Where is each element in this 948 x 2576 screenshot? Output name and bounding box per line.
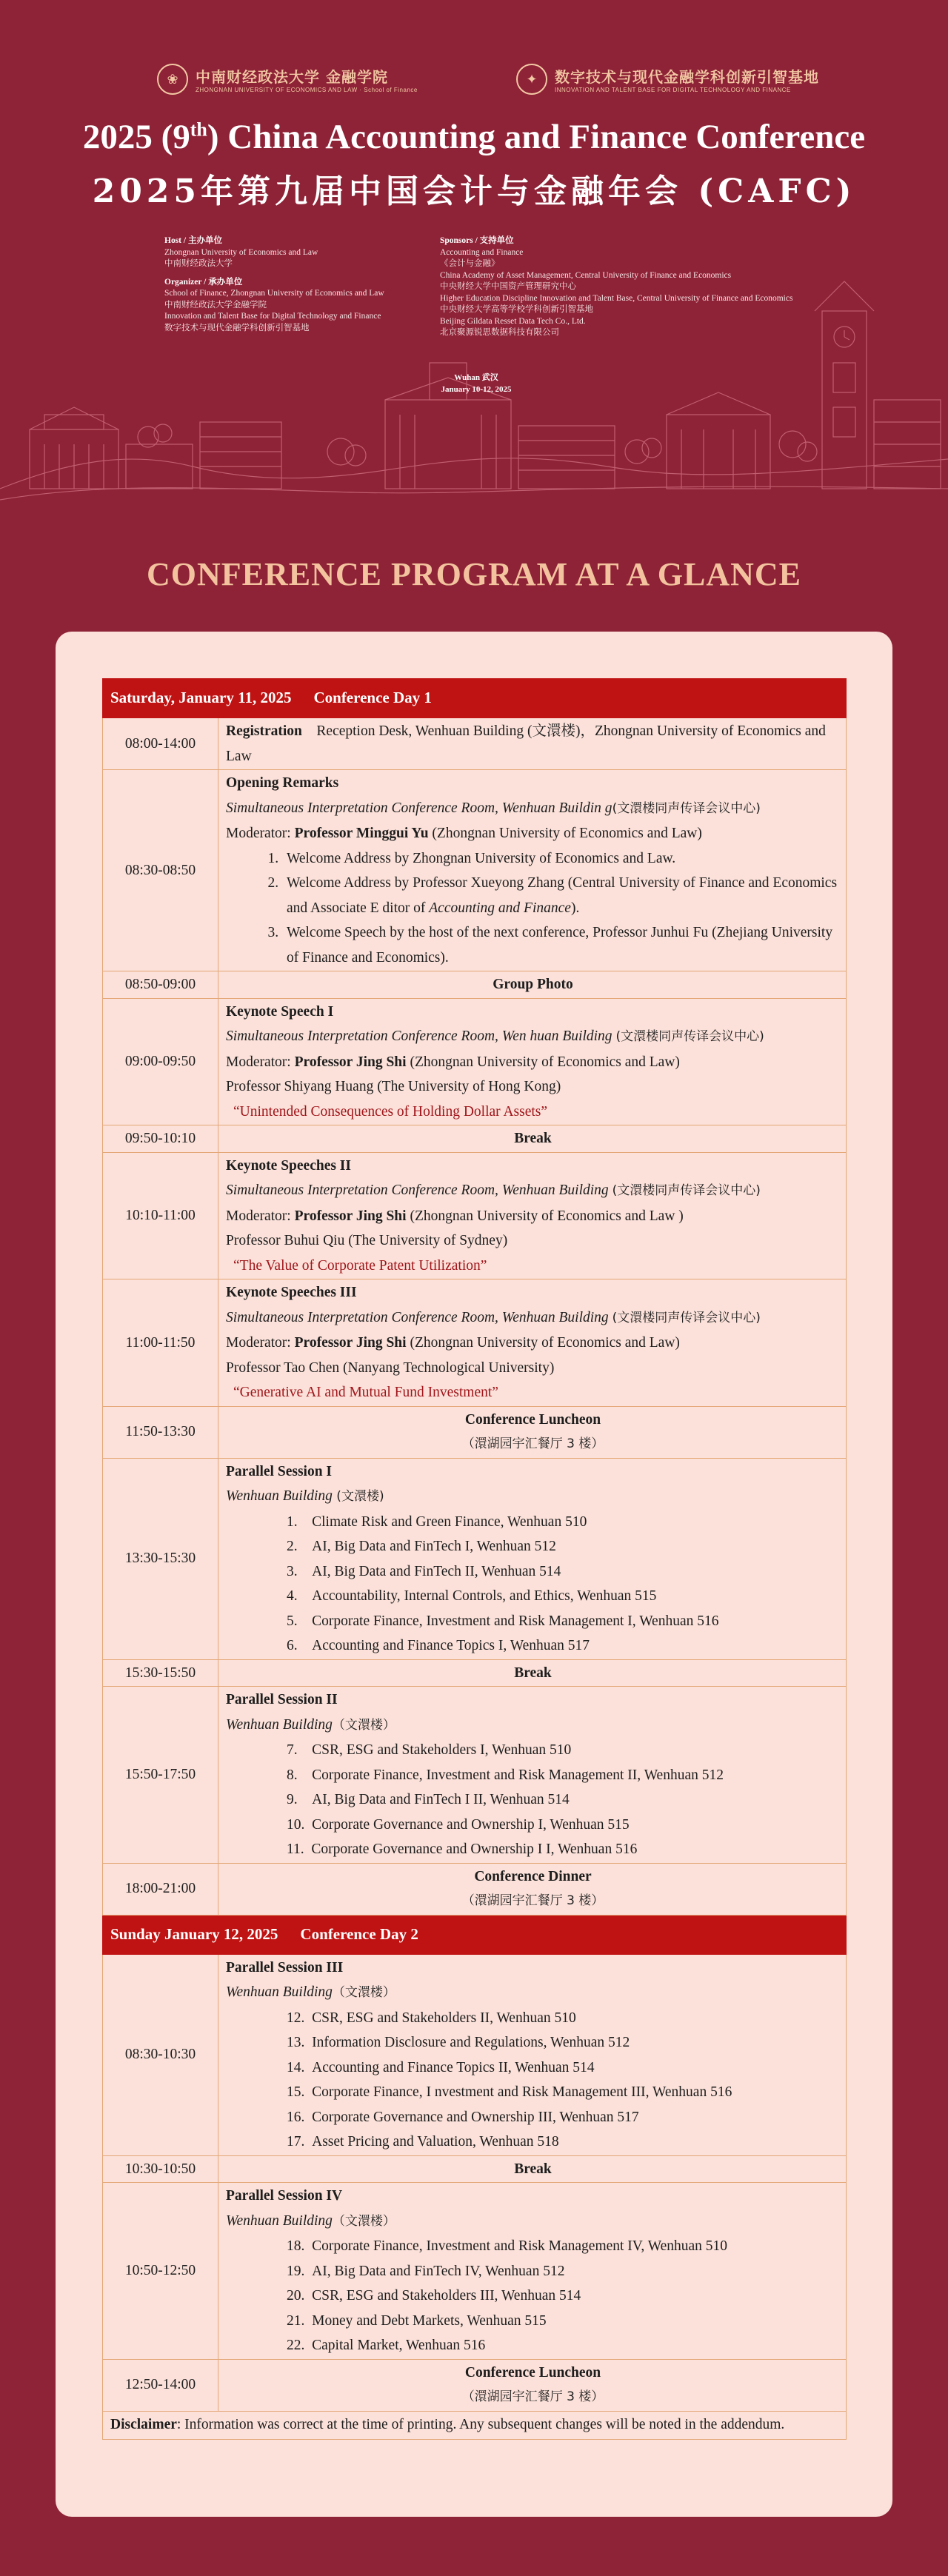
list-item: 3. AI, Big Data and FinTech II, Wenhuan 514 — [287, 1563, 561, 1579]
session-label: Parallel Session III — [226, 1959, 344, 1976]
table-row — [103, 1687, 847, 1864]
table-row — [103, 2155, 847, 2183]
time-cell: 08:00-14:00 — [103, 718, 218, 770]
content-cell — [218, 770, 847, 971]
building-line: Wenhuan Building（文澴楼） — [226, 2212, 395, 2229]
base-seal-icon: ✦ — [516, 64, 547, 95]
session-label: Conference Luncheon — [464, 1411, 601, 1428]
time-cell: 13:30-15:30 — [103, 1458, 218, 1659]
sponsor-line: Higher Education Discipline Innovation and Talent Base, Central University of Finance and Economics — [440, 293, 793, 303]
list-item: 2. AI, Big Data and FinTech I, Wenhuan 512 — [287, 1539, 556, 1554]
logo-bar — [0, 64, 948, 96]
disclaimer-row — [103, 2411, 847, 2439]
moderator-line: Moderator: Professor Minggui Yu (Zhongnan University of Economics and Law) — [226, 826, 702, 841]
list-item: 3. Welcome Speech by the host of the next conference, Professor Junhui Fu (Zhejiang University of Finance and Economics). — [282, 920, 840, 970]
sponsor-line: Beijing Gildata Resset Data Tech Co., Ltd. — [440, 316, 586, 326]
venue-text: （澴湖园宇汇餐厅 3 楼） — [461, 1436, 604, 1451]
time-cell: 11:50-13:30 — [103, 1406, 218, 1458]
organizer-line: Innovation and Talent Base for Digital Technology and Finance — [164, 312, 381, 321]
session-label: Parallel Session IV — [226, 2188, 343, 2204]
session-label: Conference Luncheon — [464, 2364, 601, 2381]
base-logo-name: 数字技术与现代金融学科创新引智基地 — [555, 68, 819, 86]
session-label: Conference Dinner — [474, 1868, 592, 1884]
content-cell — [218, 1687, 847, 1864]
time-cell: 09:00-09:50 — [103, 998, 218, 1125]
sponsors-block — [440, 235, 825, 339]
building-line: Wenhuan Building（文澴楼） — [226, 1984, 395, 2000]
content-cell — [218, 1863, 847, 1915]
table-row — [103, 770, 847, 971]
list-item: 6. Accounting and Finance Topics I, Wenhuan 517 — [287, 1638, 590, 1653]
disclaimer-text: : Information was correct at the time of printing. Any subsequent changes will be noted in the addendum. — [176, 2416, 785, 2432]
time-cell: 09:50-10:10 — [103, 1125, 218, 1153]
list-item: 22. Capital Market, Wenhuan 516 — [287, 2338, 486, 2353]
list-item: 10. Corporate Governance and Ownership I, Wenhuan 515 — [287, 1816, 630, 1833]
session-list — [226, 2006, 840, 2155]
list-item: 1. Climate Risk and Green Finance, Wenhuan 510 — [287, 1513, 587, 1530]
content-cell — [218, 998, 847, 1125]
content-cell: Break — [218, 1659, 847, 1687]
table-row — [103, 2183, 847, 2360]
list-item: 8. Corporate Finance, Investment and Risk Management II, Wenhuan 512 — [287, 1767, 724, 1783]
table-row — [103, 718, 847, 770]
moderator-line: Moderator: Professor Jing Shi (Zhongnan University of Economics and Law) — [226, 1054, 680, 1070]
session-label: Keynote Speeches II — [226, 1157, 351, 1174]
list-item: 16. Corporate Governance and Ownership III, Wenhuan 517 — [287, 2109, 639, 2125]
time-cell: 10:30-10:50 — [103, 2155, 218, 2183]
building-line: Wenhuan Building（文澴楼） — [226, 1716, 395, 1733]
table-row — [103, 2359, 847, 2411]
university-logo-name: 中南财经政法大学 金融学院 — [196, 68, 388, 86]
disclaimer-label: Disclaimer — [110, 2416, 177, 2432]
table-row — [103, 1279, 847, 1407]
table-row — [103, 1458, 847, 1659]
time-cell: 15:50-17:50 — [103, 1687, 218, 1864]
session-list — [226, 2234, 840, 2358]
table-row — [103, 1125, 847, 1153]
remarks-list — [226, 846, 840, 971]
content-cell: Group Photo — [218, 971, 847, 999]
day-date: Sunday January 12, 2025 — [110, 1924, 278, 1943]
list-item: 9. AI, Big Data and FinTech I II, Wenhuan 514 — [287, 1792, 570, 1807]
session-label: Keynote Speech I — [226, 1003, 334, 1020]
list-item: 5. Corporate Finance, Investment and Risk Management I, Wenhuan 516 — [287, 1613, 719, 1629]
day-title: Conference Day 1 — [313, 689, 432, 707]
venue-text: （澴湖园宇汇餐厅 3 楼） — [461, 1893, 604, 1908]
day-header — [103, 1915, 847, 1954]
room-line: Simultaneous Interpretation Conference Room, Wenhuan Buildin g(文澴楼同声传译会议中心) — [226, 800, 761, 816]
table-row — [103, 1152, 847, 1279]
building-line: Wenhuan Building (文澴楼) — [226, 1488, 384, 1504]
list-item: 19. AI, Big Data and FinTech IV, Wenhuan 512 — [287, 2263, 565, 2279]
venue-text: （澴湖园宇汇餐厅 3 楼） — [461, 2389, 604, 2404]
content-cell — [218, 718, 847, 770]
content-cell: Break — [218, 2155, 847, 2183]
time-cell: 10:10-11:00 — [103, 1152, 218, 1279]
time-cell: 08:50-09:00 — [103, 971, 218, 999]
sponsor-line: 中央财经大学高等学校学科创新引智基地 — [440, 305, 593, 314]
program-panel — [56, 632, 892, 2517]
host-label: Host / 主办单位 — [164, 236, 222, 245]
talk-title: “The Value of Corporate Patent Utilization” — [233, 1257, 487, 1274]
room-line: Simultaneous Interpretation Conference Room, Wenhuan Building (文澴楼同声传译会议中心) — [226, 1182, 761, 1198]
list-item: 18. Corporate Finance, Investment and Risk Management IV, Wenhuan 510 — [287, 2238, 728, 2254]
conference-title-en: 2025 (9th) China Accounting and Finance Conference — [82, 118, 866, 156]
time-cell: 12:50-14:00 — [103, 2359, 218, 2411]
day-header — [103, 679, 847, 718]
time-cell: 08:30-08:50 — [103, 770, 218, 971]
list-item: 20. CSR, ESG and Stakeholders III, Wenhuan 514 — [287, 2288, 581, 2304]
time-cell: 08:30-10:30 — [103, 1954, 218, 2155]
university-logo — [157, 64, 418, 95]
organizer-label: Organizer / 承办单位 — [164, 277, 243, 287]
list-item: 1. Welcome Address by Zhongnan University of Economics and Law. — [282, 846, 840, 872]
content-cell: Break — [218, 1125, 847, 1153]
list-item: 12. CSR, ESG and Stakeholders II, Wenhuan 510 — [287, 2010, 576, 2026]
room-line: Simultaneous Interpretation Conference Room, Wenhuan Building (文澴楼同声传译会议中心) — [226, 1309, 761, 1325]
table-row — [103, 998, 847, 1125]
speaker-line: Professor Buhui Qiu (The University of Sydney) — [226, 1233, 508, 1248]
organizer-line: 中南财经政法大学金融学院 — [164, 300, 267, 310]
organizer-line: School of Finance, Zhongnan University of Economics and Law — [164, 289, 384, 298]
moderator-line: Moderator: Professor Jing Shi (Zhongnan University of Economics and Law ) — [226, 1208, 684, 1224]
university-logo-sub: ZHONGNAN UNIVERSITY OF ECONOMICS AND LAW · School of Finance — [196, 87, 418, 93]
content-cell — [218, 2183, 847, 2360]
day-title: Conference Day 2 — [300, 1924, 418, 1943]
host-line: 中南财经政法大学 — [164, 259, 233, 268]
program-title: CONFERENCE PROGRAM AT A GLANCE — [146, 556, 801, 592]
list-item: 17. Asset Pricing and Valuation, Wenhuan 518 — [287, 2134, 559, 2150]
time-cell: 10:50-12:50 — [103, 2183, 218, 2360]
poster-header — [0, 0, 948, 504]
content-cell — [218, 1152, 847, 1279]
list-item: 14. Accounting and Finance Topics II, Wenhuan 514 — [287, 2059, 595, 2075]
venue-block — [432, 372, 521, 395]
table-row — [103, 1406, 847, 1458]
content-cell — [218, 1458, 847, 1659]
session-list — [226, 1738, 840, 1862]
session-text: Reception Desk, Wenhuan Building (文澴楼)，Zhongnan University of Economics and Law — [226, 723, 826, 764]
moderator-line: Moderator: Professor Jing Shi (Zhongnan University of Economics and Law) — [226, 1335, 680, 1351]
content-cell — [218, 2359, 847, 2411]
talk-title: “Generative AI and Mutual Fund Investment” — [233, 1385, 498, 1400]
session-label: Registration — [226, 723, 302, 739]
list-item: 15. Corporate Finance, I nvestment and Risk Management III, Wenhuan 516 — [287, 2084, 732, 2100]
session-label: Parallel Session I — [226, 1463, 333, 1479]
time-cell: 18:00-21:00 — [103, 1863, 218, 1915]
conference-title-cn: 2025年第九届中国会计与金融年会 (CAFC) — [92, 173, 856, 210]
talk-title: “Unintended Consequences of Holding Dollar Assets” — [233, 1103, 548, 1120]
list-item: 7. CSR, ESG and Stakeholders I, Wenhuan 510 — [287, 1742, 572, 1758]
table-row — [103, 1659, 847, 1687]
university-seal-icon: ❀ — [157, 64, 188, 95]
table-row — [103, 1954, 847, 2155]
host-organizer-block — [164, 235, 416, 334]
disclaimer-cell — [103, 2411, 847, 2439]
venue-city: Wuhan 武汉 — [454, 373, 498, 382]
sponsors-label: Sponsors / 支持单位 — [440, 236, 514, 245]
content-cell — [218, 1279, 847, 1407]
base-logo — [516, 64, 819, 95]
session-label: Keynote Speeches III — [226, 1285, 357, 1300]
content-cell — [218, 1406, 847, 1458]
schedule-table — [102, 678, 847, 2440]
sponsor-line: China Academy of Asset Management, Central University of Finance and Economics — [440, 270, 732, 280]
venue-dates: January 10-12, 2025 — [441, 385, 512, 394]
session-list — [226, 1510, 840, 1659]
time-cell: 15:30-15:50 — [103, 1659, 218, 1687]
base-logo-sub: INNOVATION AND TALENT BASE FOR DIGITAL TECHNOLOGY AND FINANCE — [555, 87, 791, 93]
day-date: Saturday, January 11, 2025 — [110, 689, 292, 707]
speaker-line: Professor Shiyang Huang (The University of Hong Kong) — [226, 1079, 561, 1094]
organizer-line: 数字技术与现代金融学科创新引智基地 — [164, 323, 310, 332]
table-row — [103, 1863, 847, 1915]
sponsor-line: 《会计与金融》 — [440, 259, 500, 268]
list-item: 21. Money and Debt Markets, Wenhuan 515 — [287, 2312, 547, 2329]
sponsor-line: 北京聚源锐思数据科技有限公司 — [440, 328, 559, 337]
list-item: 13. Information Disclosure and Regulations, Wenhuan 512 — [287, 2035, 630, 2050]
list-item: 4. Accountability, Internal Controls, and Ethics, Wenhuan 515 — [287, 1588, 657, 1604]
list-item: 2. Welcome Address by Professor Xueyong Zhang (Central University of Finance and Economics and Associate E ditor of Accounting and Finance). — [282, 871, 840, 920]
host-line: Zhongnan University of Economics and Law — [164, 247, 318, 257]
table-row — [103, 971, 847, 999]
list-item: 11. Corporate Governance and Ownership I I, Wenhuan 516 — [287, 1841, 638, 1857]
room-line: Simultaneous Interpretation Conference Room, Wen huan Building (文澴楼同声传译会议中心) — [226, 1028, 764, 1044]
time-cell: 11:00-11:50 — [103, 1279, 218, 1407]
sponsor-line: 中央财经大学中国资产管理研究中心 — [440, 282, 576, 291]
session-label: Opening Remarks — [226, 775, 339, 791]
sponsor-line: Accounting and Finance — [440, 247, 524, 257]
content-cell — [218, 1954, 847, 2155]
session-label: Parallel Session II — [226, 1692, 338, 1707]
speaker-line: Professor Tao Chen (Nanyang Technological University) — [226, 1359, 555, 1376]
